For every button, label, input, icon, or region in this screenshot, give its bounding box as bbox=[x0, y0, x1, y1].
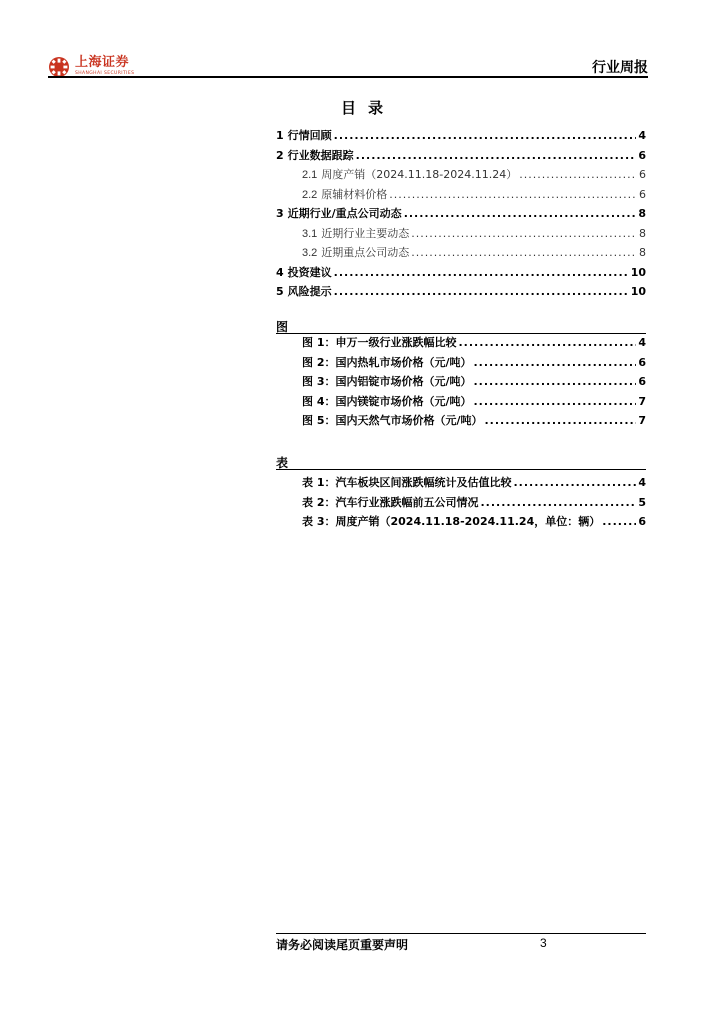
header-divider bbox=[48, 76, 648, 78]
figure-entry-1[interactable] bbox=[302, 334, 646, 354]
dot-leader bbox=[474, 395, 637, 408]
dot-leader bbox=[513, 476, 636, 489]
figure-entry-3[interactable] bbox=[302, 373, 646, 393]
dot-leader bbox=[334, 129, 637, 142]
toc-entry-label: 近期行业主要动态 bbox=[321, 226, 410, 240]
toc-entry-page: 6 bbox=[638, 148, 646, 162]
toc-entry-1[interactable] bbox=[276, 127, 646, 147]
dot-leader bbox=[334, 266, 629, 279]
page-header bbox=[48, 52, 648, 78]
toc-entry-page: 6 bbox=[639, 168, 646, 181]
tables-divider bbox=[276, 469, 646, 470]
logo-chinese-name: 上海证券 bbox=[75, 55, 130, 70]
toc-entry-page: 8 bbox=[639, 246, 646, 259]
table-entry-2[interactable] bbox=[302, 494, 646, 514]
toc-title: 目录 bbox=[340, 99, 395, 117]
figure-entry-label: 图 3：国内铝锭市场价格（元/吨） bbox=[302, 375, 472, 388]
toc-entry-2-2[interactable] bbox=[276, 186, 646, 206]
toc-entry-label: 周度产销（2024.11.18-2024.11.24） bbox=[321, 168, 518, 181]
dot-leader bbox=[411, 246, 637, 259]
company-logo bbox=[48, 56, 134, 78]
toc-entry-4[interactable] bbox=[276, 264, 646, 284]
figure-entry-page: 6 bbox=[638, 375, 646, 388]
table-of-contents bbox=[276, 127, 646, 303]
toc-entry-page: 8 bbox=[639, 226, 646, 240]
toc-entry-label: 原辅材料价格 bbox=[321, 187, 388, 201]
toc-entry-label: 近期重点公司动态 bbox=[321, 246, 410, 259]
table-entry-page: 6 bbox=[638, 515, 646, 528]
toc-entry-number: 2 bbox=[276, 148, 284, 162]
toc-entry-2-1[interactable] bbox=[276, 166, 646, 186]
toc-entry-number: 2.1 bbox=[302, 169, 318, 181]
figure-entry-4[interactable] bbox=[302, 393, 646, 413]
page-number: 3 bbox=[540, 936, 547, 950]
footer-divider bbox=[276, 933, 646, 934]
table-entry-label: 表 3：周度产销（2024.11.18-2024.11.24，单位：辆） bbox=[302, 515, 601, 528]
toc-entry-number: 3.1 bbox=[302, 227, 318, 240]
toc-entry-label: 行情回顾 bbox=[287, 129, 332, 142]
dot-leader bbox=[404, 207, 637, 220]
dot-leader bbox=[389, 188, 637, 201]
dot-leader bbox=[458, 336, 636, 349]
table-entry-page: 4 bbox=[638, 476, 646, 489]
toc-entry-3-2[interactable] bbox=[276, 244, 646, 264]
dot-leader bbox=[474, 356, 637, 369]
figure-list bbox=[302, 334, 646, 432]
dot-leader bbox=[474, 375, 637, 388]
toc-entry-label: 风险提示 bbox=[287, 285, 332, 298]
figure-entry-page: 6 bbox=[638, 355, 646, 369]
figure-entry-page: 7 bbox=[638, 394, 646, 408]
figure-entry-label: 图 2：国内热轧市场价格（元/吨） bbox=[302, 355, 472, 369]
logo-english-name: SHANGHAI SECURITIES bbox=[75, 71, 135, 76]
dot-leader bbox=[602, 515, 636, 528]
toc-entry-5[interactable] bbox=[276, 283, 646, 303]
figure-entry-label: 图 4：国内镁锭市场价格（元/吨） bbox=[302, 394, 472, 408]
dot-leader bbox=[480, 496, 636, 509]
tables-heading: 表 bbox=[276, 456, 289, 470]
toc-entry-3-1[interactable] bbox=[276, 225, 646, 245]
toc-entry-page: 6 bbox=[639, 187, 646, 201]
dot-leader bbox=[356, 149, 637, 162]
toc-entry-number: 4 bbox=[276, 265, 284, 279]
table-entry-label: 表 1：汽车板块区间涨跌幅统计及估值比较 bbox=[302, 476, 512, 489]
toc-entry-page: 10 bbox=[630, 285, 646, 298]
table-list bbox=[302, 474, 646, 533]
toc-entry-label: 投资建议 bbox=[287, 265, 332, 279]
figures-heading: 图 bbox=[276, 320, 289, 334]
figure-entry-label: 图 1：申万一级行业涨跌幅比较 bbox=[302, 336, 457, 349]
table-entry-1[interactable] bbox=[302, 474, 646, 494]
toc-entry-number: 3.2 bbox=[302, 247, 318, 259]
dot-leader bbox=[334, 285, 629, 298]
shanghai-securities-logo-icon bbox=[48, 56, 70, 78]
toc-entry-number: 1 bbox=[276, 129, 284, 142]
figure-entry-page: 4 bbox=[638, 336, 646, 349]
dot-leader bbox=[411, 227, 637, 240]
table-entry-3[interactable] bbox=[302, 513, 646, 533]
dot-leader bbox=[485, 414, 637, 427]
report-type-label: 行业周报 bbox=[592, 60, 648, 76]
figure-entry-5[interactable] bbox=[302, 412, 646, 432]
toc-entry-2[interactable] bbox=[276, 147, 646, 167]
toc-entry-page: 4 bbox=[638, 129, 646, 142]
toc-entry-3[interactable] bbox=[276, 205, 646, 225]
toc-entry-number: 2.2 bbox=[302, 188, 318, 201]
figure-entry-page: 7 bbox=[638, 414, 646, 427]
table-entry-page: 5 bbox=[638, 495, 646, 509]
figure-entry-label: 图 5：国内天然气市场价格（元/吨） bbox=[302, 414, 483, 427]
toc-entry-number: 5 bbox=[276, 285, 284, 298]
dot-leader bbox=[519, 168, 637, 181]
figure-entry-2[interactable] bbox=[302, 354, 646, 374]
toc-entry-label: 行业数据跟踪 bbox=[287, 148, 354, 162]
disclaimer-note: 请务必阅读尾页重要声明 bbox=[276, 938, 409, 952]
toc-entry-page: 8 bbox=[638, 207, 646, 220]
toc-entry-number: 3 bbox=[276, 207, 284, 220]
toc-entry-page: 10 bbox=[630, 265, 646, 279]
toc-entry-label: 近期行业/重点公司动态 bbox=[287, 207, 402, 220]
table-entry-label: 表 2：汽车行业涨跌幅前五公司情况 bbox=[302, 495, 479, 509]
